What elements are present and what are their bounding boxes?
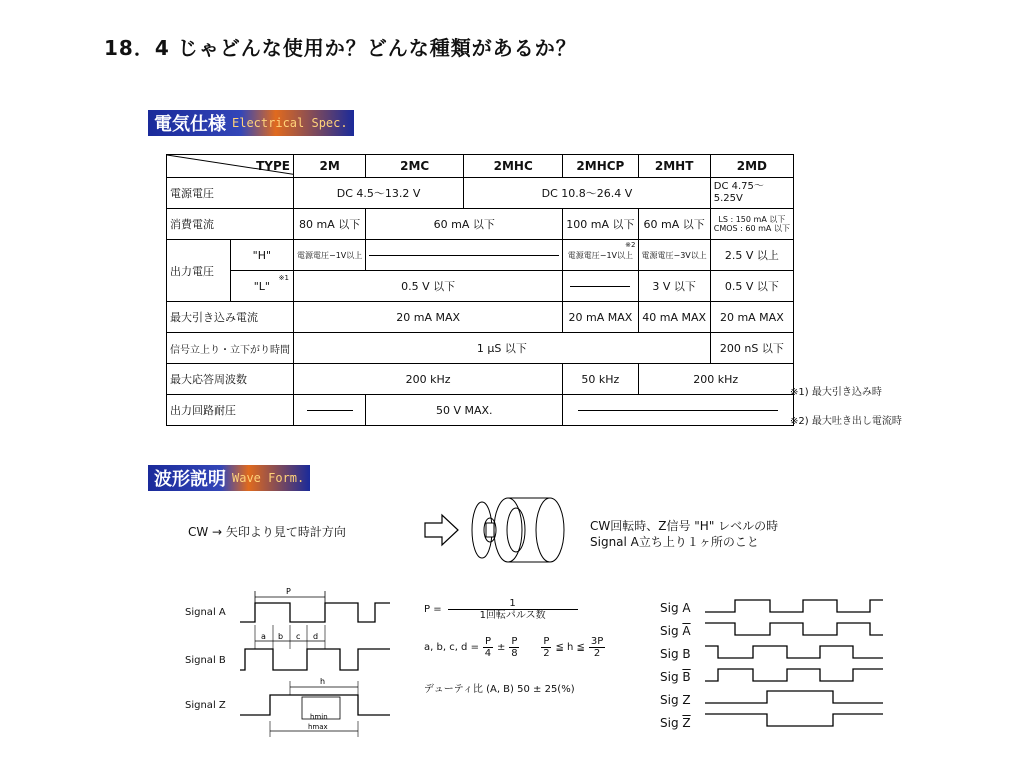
- h-label: h: [320, 677, 326, 686]
- row-label-sink: 最大引き込み電流: [167, 302, 294, 333]
- spec-banner-en: Electrical Spec.: [232, 116, 348, 130]
- spec-table: [166, 154, 794, 426]
- sig-a-label: Sig A: [660, 601, 691, 615]
- cell-sink-b: 20 mA MAX: [563, 302, 638, 333]
- cw-desc-1: CW回転時、Z信号 "H" レベルの時: [590, 519, 779, 533]
- dash-line: [578, 410, 778, 411]
- formula-p: [424, 598, 578, 621]
- frac-den: 4: [484, 648, 492, 659]
- sig-z-bar-label: Sig $\overline{Z}$: [660, 716, 691, 730]
- cell-withstand-a: 50 V MAX.: [366, 395, 563, 426]
- dash-line: [570, 286, 630, 287]
- formula-abcd: [424, 636, 605, 659]
- cell-output-l3: 3 V 以下: [638, 271, 710, 302]
- cell-output-h4: 電源電圧−3V以上: [638, 240, 710, 271]
- sig-waveforms: [705, 595, 890, 735]
- frac-num: 3P: [590, 636, 604, 647]
- arrow-icon: [425, 515, 458, 545]
- note-2: ※2) 最大吐き出し電流時: [790, 416, 902, 427]
- sig-b-bar-label: Sig $\overline{B}$: [660, 670, 691, 684]
- table-row: [167, 364, 794, 395]
- dash-line: [307, 410, 353, 411]
- cw-desc-2: Signal A立ち上り１ヶ所のこと: [590, 535, 759, 549]
- type-2m: 2M: [294, 155, 366, 178]
- signal-b-wave: [240, 649, 390, 670]
- row-label-rise: 信号立上り・立下がり時間: [167, 333, 294, 364]
- sig-b-label: Sig B: [660, 647, 691, 661]
- frac-num: P: [484, 636, 491, 647]
- cell-freq-b: 50 kHz: [563, 364, 638, 395]
- cell-output-h2: [366, 240, 563, 271]
- timing-diagram: [240, 585, 400, 745]
- cell-withstand-3: [563, 395, 794, 426]
- sig-a-wave: [705, 600, 883, 612]
- note2-marker: ※2: [625, 241, 636, 249]
- b-label: b: [278, 632, 284, 641]
- cell-sink-a: 20 mA MAX: [294, 302, 563, 333]
- cell-voltage-a: DC 4.5〜13.2 V: [294, 178, 464, 209]
- type-2mhc: 2MHC: [464, 155, 563, 178]
- row-label-freq: 最大応答周波数: [167, 364, 294, 395]
- formula-p-den: 1回転パルス数: [479, 610, 546, 621]
- page-title: 18．4 じゃどんな使用か？どんな種類があるか？: [104, 36, 577, 60]
- cell-sink-c: 40 mA MAX: [638, 302, 710, 333]
- frac-den: 2: [543, 648, 550, 659]
- cell-rise-a: 1 μS 以下: [294, 333, 711, 364]
- sig-z-label: Sig Z: [660, 693, 691, 707]
- duty-cycle: デューティ比 (A, B) 50 ± 25(%): [424, 684, 575, 695]
- formula-pm: ±: [496, 642, 506, 653]
- cell-current-4: 60 mA 以下: [638, 209, 710, 240]
- row-label-current: 消費電流: [167, 209, 294, 240]
- formula-abcd-lhs: a, b, c, d =: [424, 642, 479, 653]
- cell-rise-b: 200 nS 以下: [710, 333, 793, 364]
- frac-p8: [509, 636, 519, 659]
- signal-b-label: Signal B: [185, 655, 226, 666]
- signal-z-wave: [240, 695, 390, 715]
- cw-label: CW → 矢印より見て時計方向: [188, 525, 346, 539]
- note1-marker: ※1: [278, 274, 289, 282]
- cell-voltage-b: DC 10.8〜26.4 V: [464, 178, 711, 209]
- hmin-label: hmin: [310, 713, 328, 721]
- wave-banner: [148, 465, 310, 491]
- row-label-voltage: 電源電圧: [167, 178, 294, 209]
- table-row: [167, 240, 794, 271]
- encoder-body-lines: [508, 498, 550, 562]
- output-h-label: "H": [230, 240, 293, 271]
- sig-z-wave: [705, 691, 883, 703]
- wave-banner-en: Wave Form.: [232, 471, 305, 485]
- frac-3p2: [589, 636, 605, 659]
- frac-p2: [541, 636, 551, 659]
- formula-p-frac: [448, 598, 578, 621]
- table-row: [167, 395, 794, 426]
- cell-withstand-1: [294, 395, 366, 426]
- signal-a-wave: [240, 603, 390, 622]
- frac-num: P: [511, 636, 518, 647]
- sig-a-bar-label: Sig $\overline{A}$: [660, 624, 691, 638]
- cell-output-h3-text: 電源電圧−1V以上: [567, 250, 634, 260]
- cell-output-l1: 0.5 V 以下: [294, 271, 563, 302]
- sig-a-bar-wave: [705, 623, 883, 635]
- signal-a-label: Signal A: [185, 607, 226, 618]
- sig-b-bar-wave: [705, 669, 883, 681]
- cell-voltage-c: DC 4.75〜5.25V: [710, 178, 793, 209]
- c-label: c: [296, 632, 301, 641]
- cell-current-5a: LS : 150 mA 以下: [718, 215, 786, 224]
- table-row: [167, 333, 794, 364]
- sig-z-bar-wave: [705, 714, 883, 726]
- cell-output-h3: [563, 240, 638, 271]
- spec-banner-jp: 電気仕様: [154, 114, 226, 135]
- hmax-label: hmax: [308, 723, 328, 731]
- note-1: ※1) 最大引き込み時: [790, 387, 882, 398]
- table-row: [167, 302, 794, 333]
- formula-p-num: 1: [448, 598, 578, 610]
- dash-line: [369, 255, 559, 256]
- diagonal-line: [167, 155, 294, 177]
- table-row: [167, 209, 794, 240]
- a-label: a: [261, 632, 266, 641]
- cell-output-h1: 電源電圧−1V以上: [294, 240, 366, 271]
- output-l-label-cell: [230, 271, 293, 302]
- sig-z-bar-letter: $\overline{Z}$: [682, 716, 691, 730]
- sig-a-bar-letter: $\overline{A}$: [682, 624, 691, 638]
- cell-current-5: [710, 209, 793, 240]
- wave-banner-jp: 波形説明: [154, 469, 226, 490]
- table-header-row: [167, 155, 794, 178]
- encoder-mid-ring: [494, 498, 522, 562]
- encoder-shaft: [486, 523, 494, 537]
- cell-output-l4: 0.5 V 以下: [710, 271, 793, 302]
- frac-den: 8: [511, 648, 518, 659]
- type-label: TYPE: [256, 159, 290, 173]
- type-2mhcp: 2MHCP: [563, 155, 638, 178]
- sig-b-bar-letter: $\overline{B}$: [682, 670, 691, 684]
- frac-den: 2: [593, 648, 601, 659]
- type-2md: 2MD: [710, 155, 793, 178]
- cell-sink-d: 20 mA MAX: [710, 302, 793, 333]
- d-label: d: [313, 632, 319, 641]
- formula-p-lhs: P =: [424, 604, 442, 615]
- row-label-withstand: 出力回路耐圧: [167, 395, 294, 426]
- formula-h-mid: ≦ h ≦: [555, 642, 585, 653]
- frac-p4: [483, 636, 493, 659]
- cell-current-3: 100 mA 以下: [563, 209, 638, 240]
- table-row: [167, 271, 794, 302]
- cell-current-5b: CMOS : 60 mA 以下: [713, 224, 790, 233]
- cell-current-2: 60 mA 以下: [366, 209, 563, 240]
- cell-output-h5: 2.5 V 以上: [710, 240, 793, 271]
- cell-freq-c: 200 kHz: [638, 364, 793, 395]
- table-row: [167, 178, 794, 209]
- cell-current-1: 80 mA 以下: [294, 209, 366, 240]
- encoder-back: [536, 498, 564, 562]
- type-2mc: 2MC: [366, 155, 464, 178]
- row-label-output: 出力電圧: [167, 240, 231, 302]
- type-2mht: 2MHT: [638, 155, 710, 178]
- cell-freq-a: 200 kHz: [294, 364, 563, 395]
- output-l-label: "L": [253, 279, 270, 293]
- frac-num: P: [543, 636, 550, 647]
- sig-b-wave: [705, 646, 883, 658]
- cell-output-l2: [563, 271, 638, 302]
- spec-banner: [148, 110, 354, 136]
- encoder-diagram: [420, 495, 580, 565]
- type-header-cell: [167, 155, 294, 178]
- signal-z-label: Signal Z: [185, 700, 226, 711]
- p-label: P: [286, 587, 291, 596]
